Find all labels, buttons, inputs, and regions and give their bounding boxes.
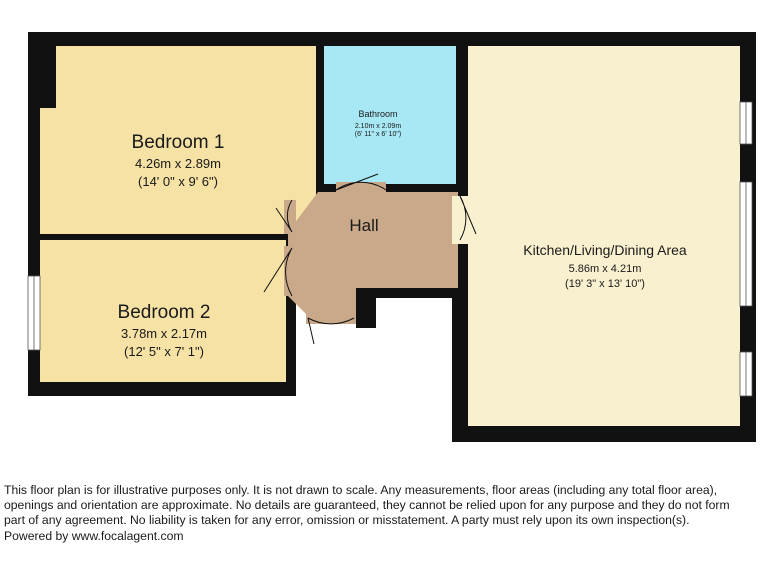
disclaimer-line-2: openings and orientation are approximate. No details are guaranteed, they cannot be relied upon for any purpose and they do not form	[4, 498, 730, 513]
disclaimer-line-3: part of any agreement. No liability is taken for any error, omission or misstatement. A party must rely upon its own inspection(s).	[4, 513, 690, 528]
room-label-bathroom	[355, 109, 402, 138]
kitchen-floor	[468, 46, 740, 426]
room-label-hall	[349, 216, 378, 235]
room-label-bedroom-1	[132, 132, 225, 189]
kitchen-size-metric: 5.86m x 4.21m	[568, 263, 642, 275]
bathroom-size-imperial: (6' 11" x 6' 10")	[354, 131, 402, 138]
door-gap-entrance	[306, 312, 356, 324]
bathroom-name: Bathroom	[358, 109, 398, 119]
bedroom-2-size-imperial: (12' 5" x 7' 1")	[124, 344, 204, 359]
bedroom-2-size-metric: 3.78m x 2.17m	[121, 326, 207, 341]
kitchen-size-imperial: (19' 3" x 13' 10")	[565, 278, 645, 290]
disclaimer-line-4: Powered by www.focalagent.com	[4, 528, 184, 543]
bathroom-size-metric: 2.10m x 2.09m	[354, 123, 402, 130]
kitchen-name: Kitchen/Living/Dining Area	[523, 242, 687, 258]
room-label-bedroom-2	[118, 302, 211, 359]
disclaimer-line-1: This floor plan is for illustrative purposes only. It is not drawn to scale. Any measurements, floor areas (including any total floor area),	[4, 483, 718, 497]
bedroom-1-name: Bedroom 1	[131, 132, 225, 153]
bedroom-1-size-metric: 4.26m x 2.89m	[135, 156, 221, 171]
disclaimer	[4, 483, 764, 544]
bedroom-1-notch	[40, 108, 60, 234]
bedroom-1-size-imperial: (14' 0" x 9' 6")	[138, 174, 218, 189]
door-gap-bathroom	[336, 182, 386, 194]
bedroom-2-name: Bedroom 2	[117, 302, 211, 323]
hall-name: Hall	[349, 216, 379, 235]
